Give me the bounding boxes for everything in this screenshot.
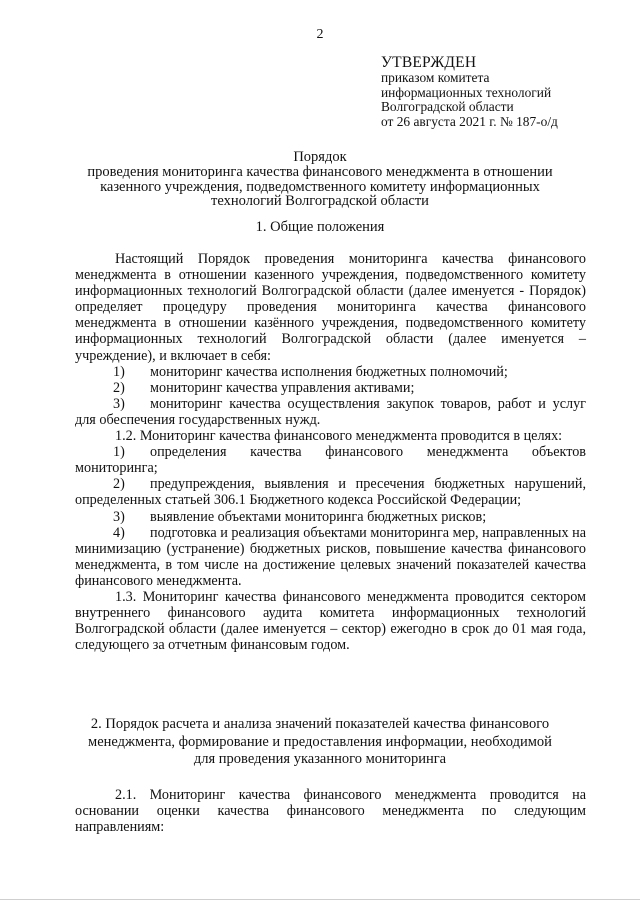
document-subtitle-line: казенного учреждения, подведомственного комитету информационных bbox=[100, 178, 540, 195]
approval-title: УТВЕРЖДЕН bbox=[381, 54, 477, 71]
clause-2-1: 2.1. Мониторинг качества финансового менеджмента проводится на основании оценки качества финансового менеджмента по следующим направлениям: bbox=[75, 787, 586, 836]
approval-line: приказом комитета bbox=[381, 70, 490, 85]
approval-date-line: от 26 августа 2021 г. № 187-о/д bbox=[381, 113, 558, 129]
list-item-number: 3) bbox=[113, 508, 125, 525]
list-item bbox=[75, 509, 586, 525]
section-1-body bbox=[75, 251, 586, 653]
document-title: Порядок bbox=[293, 149, 347, 165]
list-item-number: 1) bbox=[113, 444, 125, 461]
page-number: 2 bbox=[316, 27, 324, 42]
list-item-text: мониторинг качества управления активами; bbox=[150, 379, 415, 396]
intro-paragraph: Настоящий Порядок проведения мониторинга качества финансового менеджмента в отношении казенного учреждения, подведомственного комитету информационных технологий Волгоградской области (далее именуется - Порядок) определяет процедуру проведения мониторинга качества финансового менеджмента в отношении казённого учреждения, подведомственного комитету информационных технологий Волгоградской области (далее именуется – учреждение), и включает в себя: bbox=[75, 251, 586, 364]
list-item-number: 4) bbox=[113, 524, 125, 541]
section-2-heading bbox=[70, 716, 570, 769]
document-subtitle-line: проведения мониторинга качества финансового менеджмента в отношении bbox=[87, 163, 553, 180]
document-subtitle-line: технологий Волгоградской области bbox=[211, 193, 429, 210]
list-item bbox=[75, 476, 586, 508]
document-heading bbox=[70, 150, 570, 209]
list-item-number: 2) bbox=[113, 476, 125, 493]
list-item-text: мониторинг качества исполнения бюджетных полномочий; bbox=[150, 363, 508, 380]
list-item-text: выявление объектами мониторинга бюджетных рисков; bbox=[150, 508, 487, 525]
section-2-heading-line: 2. Порядок расчета и анализа значений показателей качества финансового bbox=[90, 716, 550, 732]
section-2-body bbox=[75, 787, 586, 835]
approval-line: информационных технологий bbox=[381, 84, 552, 100]
list-item-text: определения качества финансового менеджмента объектов мониторинга; bbox=[75, 444, 586, 477]
list-item bbox=[75, 364, 586, 380]
clause-1-2: 1.2. Мониторинг качества финансового менеджмента проводится в целях: bbox=[115, 428, 563, 445]
section-2-heading-line: для проведения указанного мониторинга bbox=[193, 751, 447, 767]
clause-1-3: 1.3. Мониторинг качества финансового менеджмента проводится сектором внутреннего финансового аудита комитета информационных технологий Волгоградской области (далее именуется – сектор) ежегодно в срок до 01 мая года, следующего за отчетным финансовым годом. bbox=[75, 588, 586, 654]
list-item-text: мониторинг качества осуществления закупок товаров, работ и услуг для обеспечения государственных нужд. bbox=[75, 395, 586, 428]
page-bottom-edge bbox=[0, 899, 640, 900]
approval-line: Волгоградской области bbox=[381, 99, 514, 114]
list-item bbox=[75, 396, 586, 428]
section-1-heading: 1. Общие положения bbox=[255, 219, 385, 235]
list-item bbox=[75, 380, 586, 396]
approval-stamp bbox=[381, 54, 631, 129]
list-item-number: 3) bbox=[113, 395, 125, 412]
list-item-number: 2) bbox=[113, 379, 125, 396]
section-2-heading-line: менеджмента, формирование и предоставления информации, необходимой bbox=[88, 733, 552, 750]
list-item-text: предупреждения, выявления и пресечения бюджетных нарушений, определенных статьей 306.1 Бюджетного кодекса Российской Федерации; bbox=[75, 476, 586, 509]
list-item-number: 1) bbox=[113, 363, 125, 380]
list-item bbox=[75, 525, 586, 589]
list-item-text: подготовка и реализация объектами мониторинга мер, направленных на минимизацию (устранение) бюджетных рисков, повышение качества финансового менеджмента, в том числе на достижение целевых значений показателей качества финансового менеджмента. bbox=[75, 524, 586, 589]
list-item bbox=[75, 444, 586, 476]
